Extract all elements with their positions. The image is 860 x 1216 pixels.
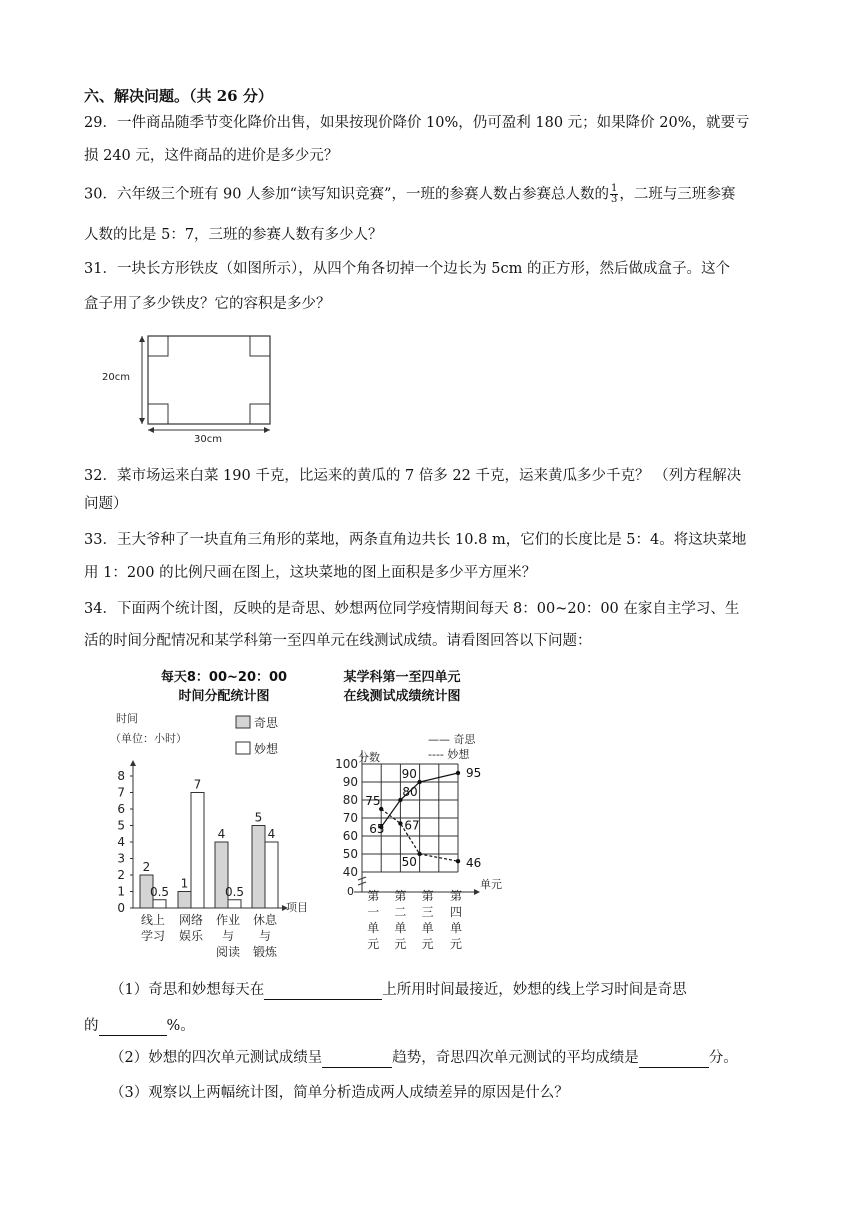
- sub1-text-a: （1）奇思和妙想每天在: [110, 982, 265, 998]
- line-y-tick-label: 90: [342, 775, 358, 789]
- width-label: 30cm: [194, 434, 222, 445]
- bar-category-label: 与: [221, 929, 235, 943]
- line-chart-title: 某学科第一至四单元: [343, 670, 461, 685]
- line-category-label: 元: [394, 937, 407, 951]
- line-category-label: 单: [421, 921, 434, 935]
- q30-line1: [84, 184, 735, 205]
- bar-chart-subtitle: 时间分配统计图: [178, 689, 270, 704]
- bar-y-tick-label: 1: [117, 884, 125, 899]
- bar-miaoxiang: [228, 900, 241, 908]
- bar-chart-ylabel: 时间: [116, 712, 138, 725]
- bar-y-tick-label: 8: [117, 769, 125, 783]
- legend-label-miaoxiang: 妙想: [254, 742, 279, 756]
- sheet-rectangle: [148, 336, 270, 424]
- line-y-tick-label: 60: [342, 829, 358, 843]
- height-label: 20cm: [102, 372, 130, 383]
- line-category-label: 二: [394, 905, 407, 919]
- q34-sub1-line1: [110, 980, 687, 1000]
- line-value-label: 90: [401, 767, 417, 781]
- q34-sub2: [110, 1048, 738, 1068]
- line-category-label: 元: [421, 937, 434, 951]
- iron-sheet-diagram: [100, 328, 280, 446]
- bar-y-tick-label: 4: [117, 835, 125, 849]
- line-chart-origin: 0: [347, 885, 354, 898]
- bar-chart-title: 每天8：00~20：00: [160, 670, 288, 685]
- corner-square-bl: [148, 404, 168, 424]
- q32-line2: 问题）: [84, 496, 128, 512]
- time-allocation-bar-chart: [108, 662, 330, 962]
- section-title: 六、解决问题。（共 26 分）: [84, 87, 273, 105]
- fraction-denominator: 3: [610, 194, 618, 205]
- line-category-label: 三: [421, 905, 434, 919]
- bar-category-label: 阅读: [215, 945, 241, 959]
- legend-swatch-qisi: [236, 716, 250, 728]
- bar-y-tick-label: 0: [117, 901, 125, 915]
- line-chart-subtitle: 在线测试成绩统计图: [343, 689, 461, 704]
- line-y-tick-label: 100: [335, 757, 358, 771]
- bar-value-label: 1: [180, 876, 189, 891]
- bar-qisi: [178, 892, 191, 909]
- sub1-text-c: 的: [84, 1018, 99, 1034]
- answer-blank-1[interactable]: [264, 984, 382, 1000]
- line-point: [417, 852, 421, 856]
- bar-value-label: 5: [254, 810, 263, 825]
- test-score-line-chart: [318, 662, 518, 962]
- corner-square-tr: [250, 336, 270, 356]
- bar-category-label: 锻炼: [252, 945, 278, 959]
- line-y-tick-label: 80: [342, 793, 358, 807]
- line-value-label: 46: [466, 856, 482, 871]
- line-y-tick-label: 40: [342, 865, 358, 879]
- q30-text-b: ，二班与三班参赛: [619, 186, 736, 203]
- line-chart-ylabel: 分数: [358, 751, 380, 764]
- bar-category-label: 线上: [140, 913, 166, 927]
- q31-line2: 盒子用了多少铁皮？它的容积是多少？: [84, 296, 331, 312]
- q34-sub3: （3）观察以上两幅统计图，简单分析造成两人成绩差异的原因是什么？: [110, 1085, 569, 1101]
- bar-value-label: 4: [217, 827, 226, 841]
- bar-y-tick-label: 3: [117, 851, 125, 866]
- bar-value-label: 2: [142, 860, 151, 874]
- line-value-label: 65: [369, 822, 385, 836]
- sub1-text-d: %。: [166, 1018, 195, 1034]
- sub2-text-b: 趋势，奇思四次单元测试的平均成绩是: [392, 1050, 639, 1066]
- bar-chart-xlabel: 项目: [286, 901, 308, 914]
- line-category-label: 一: [367, 905, 380, 919]
- q30-line2: 人数的比是 5：7，三班的参赛人数有多少人？: [84, 227, 383, 243]
- legend-swatch-miaoxiang: [236, 742, 250, 754]
- q29-line1: 29．一件商品随季节变化降价出售，如果按现价降价 10%，仍可盈利 180 元；如果降价 20%，就要亏: [84, 115, 750, 131]
- bar-category-label: 作业: [215, 913, 241, 927]
- line-value-label: 95: [466, 766, 482, 780]
- bar-category-label: 学习: [140, 929, 166, 943]
- line-y-tick-label: 70: [342, 811, 358, 825]
- line-y-tick-label: 50: [342, 847, 358, 861]
- line-legend-miaoxiang: ---- 妙想: [428, 748, 470, 761]
- bar-category-label: 娱乐: [178, 929, 204, 943]
- line-value-label: 80: [402, 785, 418, 799]
- answer-blank-4[interactable]: [639, 1052, 709, 1068]
- corner-square-tl: [148, 336, 168, 356]
- q34-line1: 34．下面两个统计图，反映的是奇思、妙想两位同学疫情期间每天 8：00~20：00 在家自主学习、生: [84, 601, 740, 617]
- line-point: [417, 780, 421, 784]
- fraction-numerator: 1: [610, 183, 618, 194]
- line-value-label: 75: [365, 794, 381, 808]
- line-category-label: 第: [421, 889, 434, 903]
- legend-label-qisi: 奇思: [254, 716, 279, 730]
- line-category-label: 元: [449, 937, 463, 951]
- bar-qisi: [252, 826, 265, 909]
- bar-y-tick-label: 2: [117, 868, 125, 882]
- line-point: [456, 771, 460, 775]
- line-category-label: 四: [449, 905, 463, 919]
- bar-value-label: 7: [193, 777, 202, 792]
- q31-line1: 31．一块长方形铁皮（如图所示），从四个角各切掉一个边长为 5cm 的正方形，然后做成盒子。这个: [84, 261, 731, 277]
- bar-value-label: 4: [267, 827, 276, 841]
- q30-text-a: 30．六年级三个班有 90 人参加“读写知识竞赛”，一班的参赛人数占参赛总人数的: [84, 186, 609, 203]
- bar-chart-ylabel-unit: （单位：小时）: [110, 732, 187, 745]
- sub1-text-b: 上所用时间最接近，妙想的线上学习时间是奇思: [382, 982, 687, 998]
- bar-value-label: 0.5: [224, 884, 245, 899]
- line-category-label: 第: [367, 889, 380, 903]
- answer-blank-2[interactable]: [99, 1020, 167, 1036]
- q34-line2: 活的时间分配情况和某学科第一至四单元在线测试成绩。请看图回答以下问题：: [84, 633, 592, 649]
- bar-value-label: 0.5: [149, 884, 170, 899]
- bar-miaoxiang: [153, 900, 166, 908]
- bar-y-tick-label: 7: [117, 785, 125, 800]
- bar-category-label: 休息: [252, 913, 278, 927]
- line-category-label: 单: [367, 921, 380, 935]
- bar-category-label: 与: [258, 929, 272, 943]
- answer-blank-3[interactable]: [322, 1052, 392, 1068]
- q29-line2: 损 240 元，这件商品的进价是多少元？: [84, 148, 339, 164]
- line-value-label: 67: [404, 818, 420, 833]
- q34-sub1-line2: [84, 1016, 195, 1036]
- line-category-label: 第: [449, 889, 463, 903]
- bar-y-tick-label: 6: [117, 802, 125, 816]
- bar-y-axis-arrow: [130, 760, 136, 766]
- line-category-label: 单: [394, 921, 407, 935]
- line-point: [398, 821, 402, 825]
- line-value-label: 50: [401, 855, 417, 869]
- sub2-text-a: （2）妙想的四次单元测试成绩呈: [110, 1050, 323, 1066]
- line-category-label: 元: [367, 937, 380, 951]
- line-category-label: 第: [394, 889, 407, 903]
- bar-miaoxiang: [191, 793, 204, 909]
- line-point: [456, 859, 460, 863]
- corner-square-br: [250, 404, 270, 424]
- line-legend-qisi: —— 奇思: [428, 733, 476, 746]
- q33-line2: 用 1：200 的比例尺画在图上，这块菜地的图上面积是多少平方厘米？: [84, 565, 537, 581]
- fraction-one-third: [610, 184, 618, 205]
- sub2-text-c: 分。: [708, 1050, 738, 1066]
- bar-category-label: 网络: [178, 913, 204, 927]
- q32-line1: 32．菜市场运来白菜 190 千克，比运来的黄瓜的 7 倍多 22 千克，运来黄瓜多少千克？ （列方程解决: [84, 468, 742, 484]
- bar-miaoxiang: [265, 842, 278, 908]
- line-category-label: 单: [449, 921, 463, 935]
- q33-line1: 33．王大爷种了一块直角三角形的菜地，两条直角边共长 10.8 m，它们的长度比是 5：4。将这块菜地: [84, 532, 747, 548]
- line-chart-xlabel: 单元: [480, 878, 502, 891]
- bar-y-tick-label: 5: [117, 818, 125, 833]
